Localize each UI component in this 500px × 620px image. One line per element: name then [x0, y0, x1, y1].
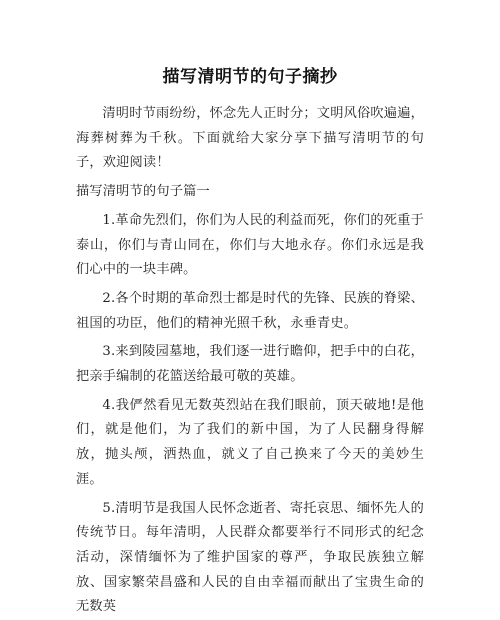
- document-title: 描写清明节的句子摘抄: [162, 67, 338, 87]
- list-item: 2.各个时期的革命烈士都是时代的先锋、民族的脊梁、祖国的功臣，他们的精神光照千秋，永垂青史。: [76, 290, 424, 331]
- section-heading: 描写清明节的句子篇一: [76, 184, 210, 200]
- list-item: 4.我俨然看见无数英烈站在我们眼前，顶天破地!是他们，就是他们，为了我们的新中国，为了人民翻身得解放，抛头颅，洒热血，就义了自己换来了今天的美妙生涯。: [76, 397, 424, 487]
- intro-paragraph: 清明时节雨纷纷，怀念先人正时分；文明风俗吹遍遍，海葬树葬为千秋。下面就给大家分享下描写清明节的句子，欢迎阅读！: [76, 106, 424, 171]
- document-body: [76, 102, 424, 620]
- list-item: 3.来到陵园墓地，我们逐一进行瞻仰，把手中的白花，把亲手编制的花篮送给最可敬的英雄。: [76, 344, 424, 385]
- list-item: 5.清明节是我国人民怀念逝者、寄托哀思、缅怀先人的传统节日。每年清明，人民群众都要举行不同形式的纪念活动，深情缅怀为了维护国家的尊严，争取民族独立解放、国家繁荣昌盛和人民的自由幸福而献出了宝贵生命的无数英: [76, 500, 424, 615]
- list-item: 1.革命先烈们，你们为人民的利益而死，你们的死重于泰山，你们与青山同在，你们与大地永存。你们永远是我们心中的一块丰碑。: [76, 212, 424, 278]
